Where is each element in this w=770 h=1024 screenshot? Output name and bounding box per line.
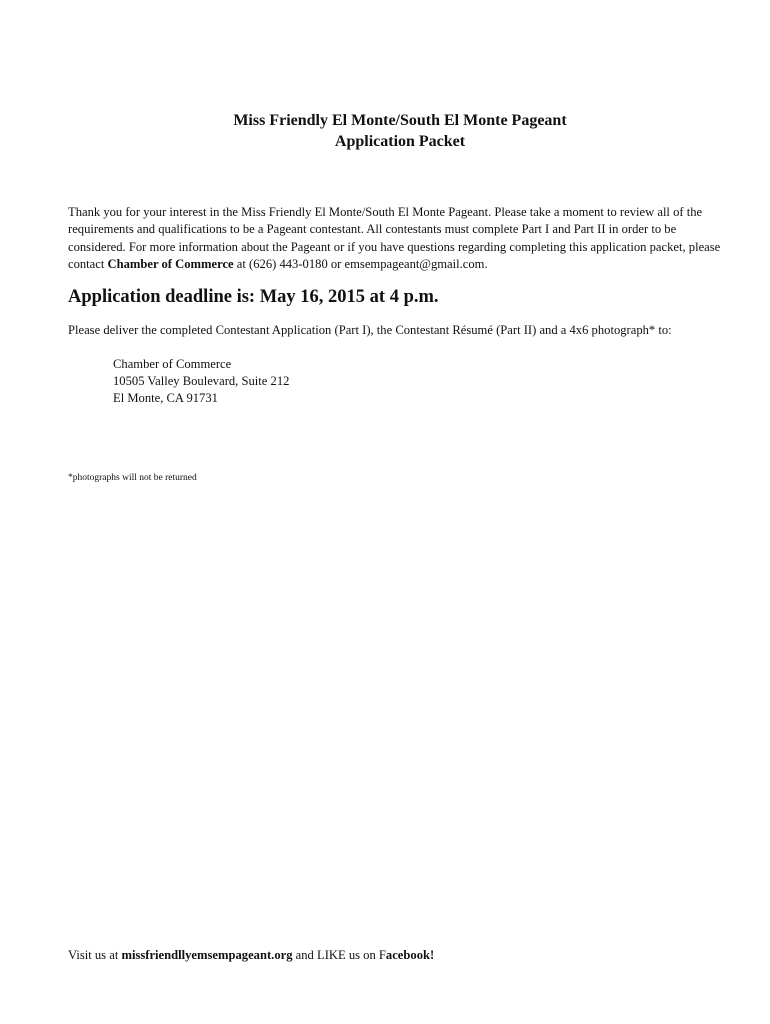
address-line-2: 10505 Valley Boulevard, Suite 212: [113, 374, 290, 388]
address-line-1: Chamber of Commerce: [113, 357, 232, 371]
intro-text-end: at (626) 443-0180 or emsempageant@gmail.com.: [233, 257, 488, 272]
delivery-instructions: Please deliver the completed Contestant Application (Part I), the Contestant Résumé (Part II) and a 4x6 photograph* to:: [68, 323, 672, 337]
application-deadline: Application deadline is: May 16, 2015 at 4 p.m.: [68, 287, 439, 307]
intro-text-start: Thank you for your interest in the Miss Friendly El Monte/South El Monte Pageant. Please take a moment to review all of the requirements and qualifications to be a Pageant contestant. All contestants must complete Part I and Part II in order to be considered. For more information about the Pageant or if you have questions regarding completing this application packet, please contact: [68, 205, 721, 272]
footer: [68, 947, 434, 964]
footer-like-text: and LIKE us on F: [292, 948, 386, 962]
footer-visit-text: Visit us at: [68, 948, 122, 962]
photo-footnote: *photographs will not be returned: [68, 473, 197, 483]
intro-paragraph: [68, 204, 736, 274]
title-line-2: Application Packet: [334, 133, 466, 150]
document-title: [0, 110, 770, 152]
footer-website-link[interactable]: missfriendllyemsempageant.org: [121, 948, 293, 962]
mailing-address: [113, 356, 289, 407]
intro-org-name: Chamber of Commerce: [107, 257, 234, 272]
title-line-1: Miss Friendly El Monte/South El Monte Pageant: [233, 112, 567, 129]
footer-facebook-link[interactable]: acebook!: [385, 948, 435, 962]
address-line-3: El Monte, CA 91731: [113, 391, 218, 405]
